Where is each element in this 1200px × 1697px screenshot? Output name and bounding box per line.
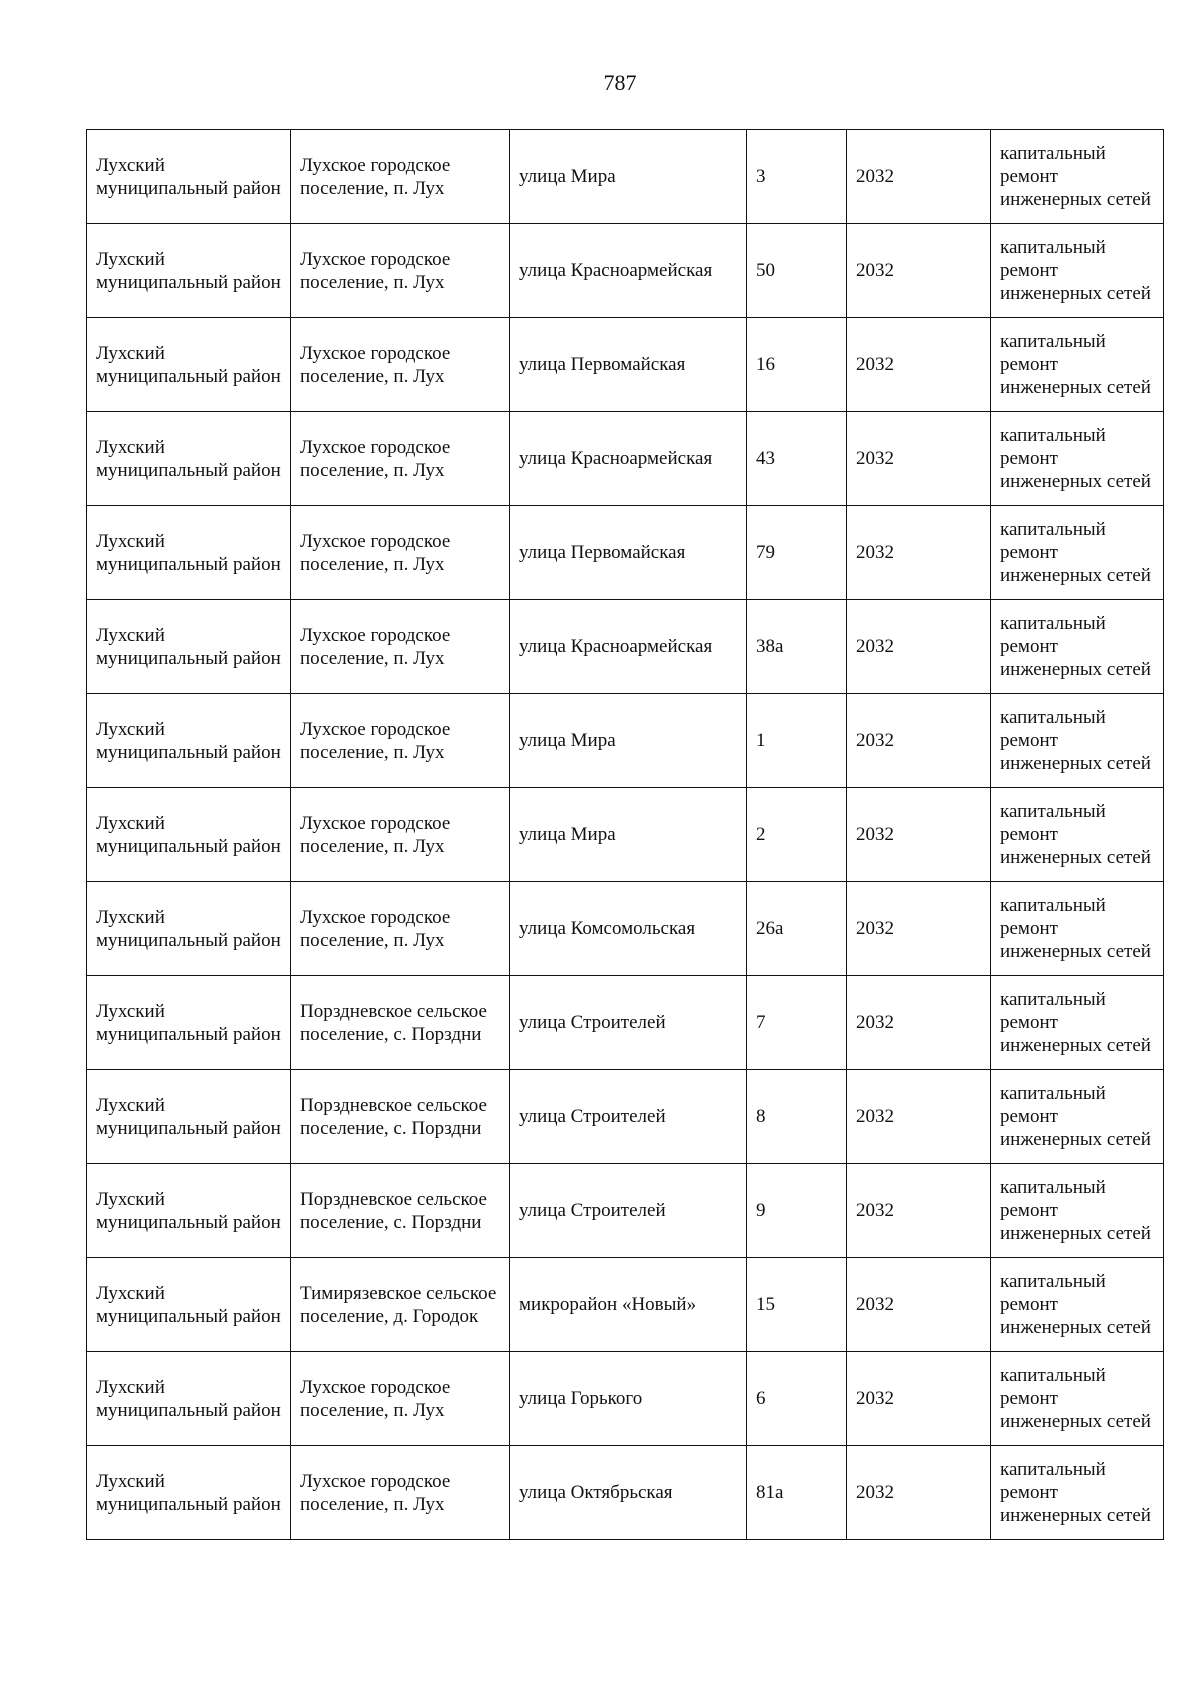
house-number-cell: 38а: [747, 600, 847, 694]
year-cell: 2032: [847, 788, 991, 882]
work-type-cell: капитальный ремонт инженерных сетей: [991, 412, 1164, 506]
table-row: [87, 882, 1164, 976]
district-cell: Лухский муниципальный район: [87, 1070, 291, 1164]
street-cell: улица Октябрьская: [510, 1446, 747, 1540]
district-cell: Лухский муниципальный район: [87, 224, 291, 318]
table-body: [87, 130, 1164, 1540]
house-number-cell: 43: [747, 412, 847, 506]
table-row: [87, 130, 1164, 224]
street-cell: улица Горького: [510, 1352, 747, 1446]
street-cell: улица Строителей: [510, 1070, 747, 1164]
work-type-cell: капитальный ремонт инженерных сетей: [991, 1352, 1164, 1446]
settlement-cell: Лухское городское поселение, п. Лух: [291, 130, 510, 224]
district-cell: Лухский муниципальный район: [87, 130, 291, 224]
district-cell: Лухский муниципальный район: [87, 506, 291, 600]
table-row: [87, 224, 1164, 318]
page-number: 787: [603, 70, 637, 95]
house-number-cell: 26а: [747, 882, 847, 976]
work-type-cell: капитальный ремонт инженерных сетей: [991, 882, 1164, 976]
district-cell: Лухский муниципальный район: [87, 600, 291, 694]
year-cell: 2032: [847, 412, 991, 506]
table-row: [87, 318, 1164, 412]
street-cell: улица Красноармейская: [510, 600, 747, 694]
street-cell: микрорайон «Новый»: [510, 1258, 747, 1352]
district-cell: Лухский муниципальный район: [87, 976, 291, 1070]
year-cell: 2032: [847, 694, 991, 788]
year-cell: 2032: [847, 506, 991, 600]
table-row: [87, 788, 1164, 882]
house-number-cell: 81а: [747, 1446, 847, 1540]
year-cell: 2032: [847, 130, 991, 224]
year-cell: 2032: [847, 1446, 991, 1540]
settlement-cell: Лухское городское поселение, п. Лух: [291, 788, 510, 882]
settlement-cell: Лухское городское поселение, п. Лух: [291, 600, 510, 694]
house-number-cell: 79: [747, 506, 847, 600]
settlement-cell: Порздневское сельское поселение, с. Порздни: [291, 976, 510, 1070]
house-number-cell: 2: [747, 788, 847, 882]
street-cell: улица Первомайская: [510, 506, 747, 600]
table-row: [87, 1446, 1164, 1540]
work-type-cell: капитальный ремонт инженерных сетей: [991, 600, 1164, 694]
table-row: [87, 1352, 1164, 1446]
work-type-cell: капитальный ремонт инженерных сетей: [991, 694, 1164, 788]
street-cell: улица Строителей: [510, 976, 747, 1070]
street-cell: улица Мира: [510, 694, 747, 788]
work-type-cell: капитальный ремонт инженерных сетей: [991, 506, 1164, 600]
year-cell: 2032: [847, 600, 991, 694]
settlement-cell: Лухское городское поселение, п. Лух: [291, 882, 510, 976]
settlement-cell: Лухское городское поселение, п. Лух: [291, 694, 510, 788]
work-type-cell: капитальный ремонт инженерных сетей: [991, 1446, 1164, 1540]
district-cell: Лухский муниципальный район: [87, 318, 291, 412]
settlement-cell: Порздневское сельское поселение, с. Порздни: [291, 1164, 510, 1258]
table-row: [87, 600, 1164, 694]
settlement-cell: Лухское городское поселение, п. Лух: [291, 1352, 510, 1446]
settlement-cell: Лухское городское поселение, п. Лух: [291, 224, 510, 318]
house-number-cell: 6: [747, 1352, 847, 1446]
work-type-cell: капитальный ремонт инженерных сетей: [991, 788, 1164, 882]
house-number-cell: 16: [747, 318, 847, 412]
settlement-cell: Тимирязевское сельское поселение, д. Городок: [291, 1258, 510, 1352]
district-cell: Лухский муниципальный район: [87, 788, 291, 882]
street-cell: улица Мира: [510, 130, 747, 224]
settlement-cell: Лухское городское поселение, п. Лух: [291, 318, 510, 412]
district-cell: Лухский муниципальный район: [87, 1446, 291, 1540]
table-row: [87, 1164, 1164, 1258]
work-type-cell: капитальный ремонт инженерных сетей: [991, 130, 1164, 224]
table-row: [87, 1258, 1164, 1352]
district-cell: Лухский муниципальный район: [87, 412, 291, 506]
street-cell: улица Первомайская: [510, 318, 747, 412]
district-cell: Лухский муниципальный район: [87, 1352, 291, 1446]
year-cell: 2032: [847, 1164, 991, 1258]
table-row: [87, 694, 1164, 788]
table-row: [87, 1070, 1164, 1164]
house-number-cell: 50: [747, 224, 847, 318]
table-row: [87, 506, 1164, 600]
year-cell: 2032: [847, 224, 991, 318]
settlement-cell: Порздневское сельское поселение, с. Порздни: [291, 1070, 510, 1164]
table-row: [87, 412, 1164, 506]
year-cell: 2032: [847, 1258, 991, 1352]
year-cell: 2032: [847, 1352, 991, 1446]
year-cell: 2032: [847, 976, 991, 1070]
house-number-cell: 15: [747, 1258, 847, 1352]
work-type-cell: капитальный ремонт инженерных сетей: [991, 1164, 1164, 1258]
year-cell: 2032: [847, 882, 991, 976]
work-type-cell: капитальный ремонт инженерных сетей: [991, 224, 1164, 318]
district-cell: Лухский муниципальный район: [87, 1258, 291, 1352]
street-cell: улица Комсомольская: [510, 882, 747, 976]
street-cell: улица Красноармейская: [510, 224, 747, 318]
street-cell: улица Красноармейская: [510, 412, 747, 506]
settlement-cell: Лухское городское поселение, п. Лух: [291, 506, 510, 600]
house-number-cell: 3: [747, 130, 847, 224]
street-cell: улица Мира: [510, 788, 747, 882]
table-row: [87, 976, 1164, 1070]
settlement-cell: Лухское городское поселение, п. Лух: [291, 1446, 510, 1540]
work-type-cell: капитальный ремонт инженерных сетей: [991, 318, 1164, 412]
house-number-cell: 9: [747, 1164, 847, 1258]
district-cell: Лухский муниципальный район: [87, 882, 291, 976]
work-type-cell: капитальный ремонт инженерных сетей: [991, 1070, 1164, 1164]
house-number-cell: 8: [747, 1070, 847, 1164]
work-type-cell: капитальный ремонт инженерных сетей: [991, 1258, 1164, 1352]
district-cell: Лухский муниципальный район: [87, 1164, 291, 1258]
settlement-cell: Лухское городское поселение, п. Лух: [291, 412, 510, 506]
work-type-cell: капитальный ремонт инженерных сетей: [991, 976, 1164, 1070]
year-cell: 2032: [847, 318, 991, 412]
street-cell: улица Строителей: [510, 1164, 747, 1258]
house-number-cell: 1: [747, 694, 847, 788]
year-cell: 2032: [847, 1070, 991, 1164]
house-number-cell: 7: [747, 976, 847, 1070]
housing-repair-table: [86, 129, 1164, 1540]
district-cell: Лухский муниципальный район: [87, 694, 291, 788]
